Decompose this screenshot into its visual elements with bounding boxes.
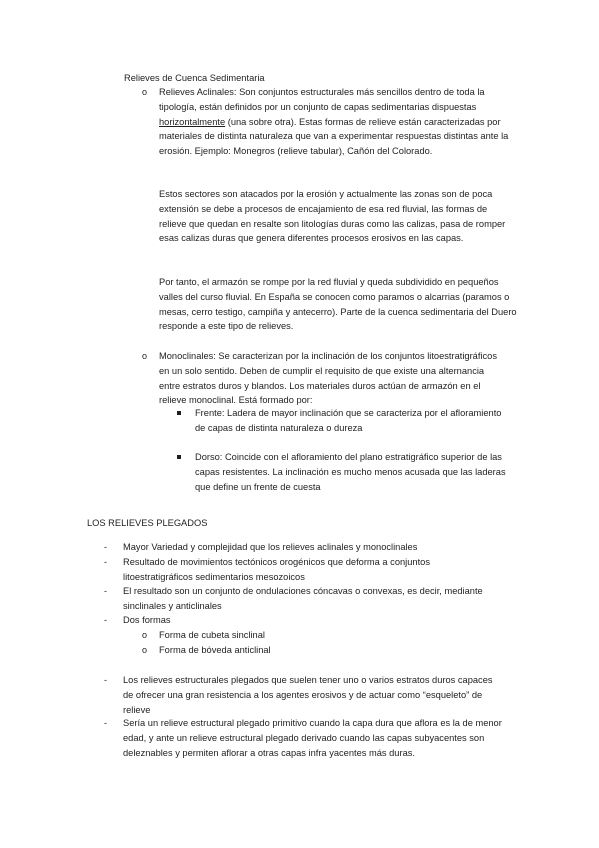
plegados-item-4: Dos formas xyxy=(123,615,171,625)
aclinales-paragraph-3: Por tanto, el armazón se rompe por la red fluvial y queda subdividido en pequeños valles del curso fluvial. En España se conocen como paramos o alcarrias (paramos o mesas, cerro testigo, campiña y antecerro). Parte de la cuenca sedimentaria del Duero responde a este tipo de relieves. xyxy=(159,277,517,332)
square-bullet-icon xyxy=(177,411,181,415)
circle-bullet: o xyxy=(142,645,148,655)
dash-bullet: - xyxy=(104,615,107,625)
plegados-heading: LOS RELIEVES PLEGADOS xyxy=(87,518,208,528)
dash-bullet: - xyxy=(104,557,107,567)
forma-sinclinal: Forma de cubeta sinclinal xyxy=(159,630,265,640)
aclinales-paragraph-2: Estos sectores son atacados por la erosión y actualmente las zonas son de poca extensión se debe a procesos de encajamiento de esa red fluvial, las formas de relieve que quedan en resalte son litologías duras como las calizas, pasa de romper esas calizas duras que genera diferentes procesos erosivos en las capas. xyxy=(159,189,506,244)
dash-bullet: - xyxy=(104,586,107,596)
underlined-term: horizontalmente xyxy=(159,116,226,127)
aclinales-paragraph-1: Relieves Aclinales: Son conjuntos estructurales más sencillos dentro de toda la tipología, están definidos por un conjunto de capas sedimentarias dispuestas horizontalmente (una sobre otra). Estas formas de relieve están caracterizadas por materiales de distinta naturaleza que van a experimentar respuestas distintas ante la erosión. Ejemplo: Monegros (relieve tabular), Cañón del Colorado. xyxy=(159,87,509,157)
aclinales-section xyxy=(159,85,517,159)
forma-anticlinal: Forma de bóveda anticlinal xyxy=(159,645,271,655)
plegados-item-3: El resultado son un conjunto de ondulaciones cóncavas o convexas, es decir, mediante sinclinales y anticlinales xyxy=(123,586,483,611)
circle-bullet: o xyxy=(142,351,148,361)
dash-bullet: - xyxy=(104,542,107,552)
monoclinales-paragraph: Monoclinales: Se caracterizan por la inclinación de los conjuntos litoestratigráficos en un solo sentido. Deben de cumplir el requisito de que existe una alternancia entre estratos duros y blandos. Los materiales duros actúan de armazón en el relieve monoclinal. Está formado por: xyxy=(159,351,497,406)
dorso-item: Dorso: Coincide con el afloramiento del plano estratigráfico superior de las capas resistentes. La inclinación es mucho menos acusada que las laderas que define un frente de cuesta xyxy=(195,452,506,492)
dash-bullet: - xyxy=(104,675,107,685)
square-bullet-icon xyxy=(177,455,181,459)
circle-bullet: o xyxy=(142,630,148,640)
frente-item: Frente: Ladera de mayor inclinación que se caracteriza por el afloramiento de capas de distinta naturaleza o dureza xyxy=(195,408,502,433)
section-title: Relieves de Cuenca Sedimentaria xyxy=(124,73,265,83)
circle-bullet: o xyxy=(142,87,148,97)
plegados-item-1: Mayor Variedad y complejidad que los relieves aclinales y monoclinales xyxy=(123,542,418,552)
plegados-item-5: Los relieves estructurales plegados que suelen tener uno o varios estratos duros capaces de ofrecer una gran resistencia a los agentes erosivos y de actuar como “esqueleto” de relieve xyxy=(123,675,493,715)
plegados-item-2: Resultado de movimientos tectónicos orogénicos que deforma a conjuntos litoestratigráficos sedimentarios mesozoicos xyxy=(123,557,430,582)
dash-bullet: - xyxy=(104,718,107,728)
plegados-item-6: Sería un relieve estructural plegado primitivo cuando la capa dura que aflora es la de menor edad, y ante un relieve estructural plegado derivado cuando las capas subyacentes son deleznables y permiten aflorar a otras capas infra yacentes más duras. xyxy=(123,718,502,758)
